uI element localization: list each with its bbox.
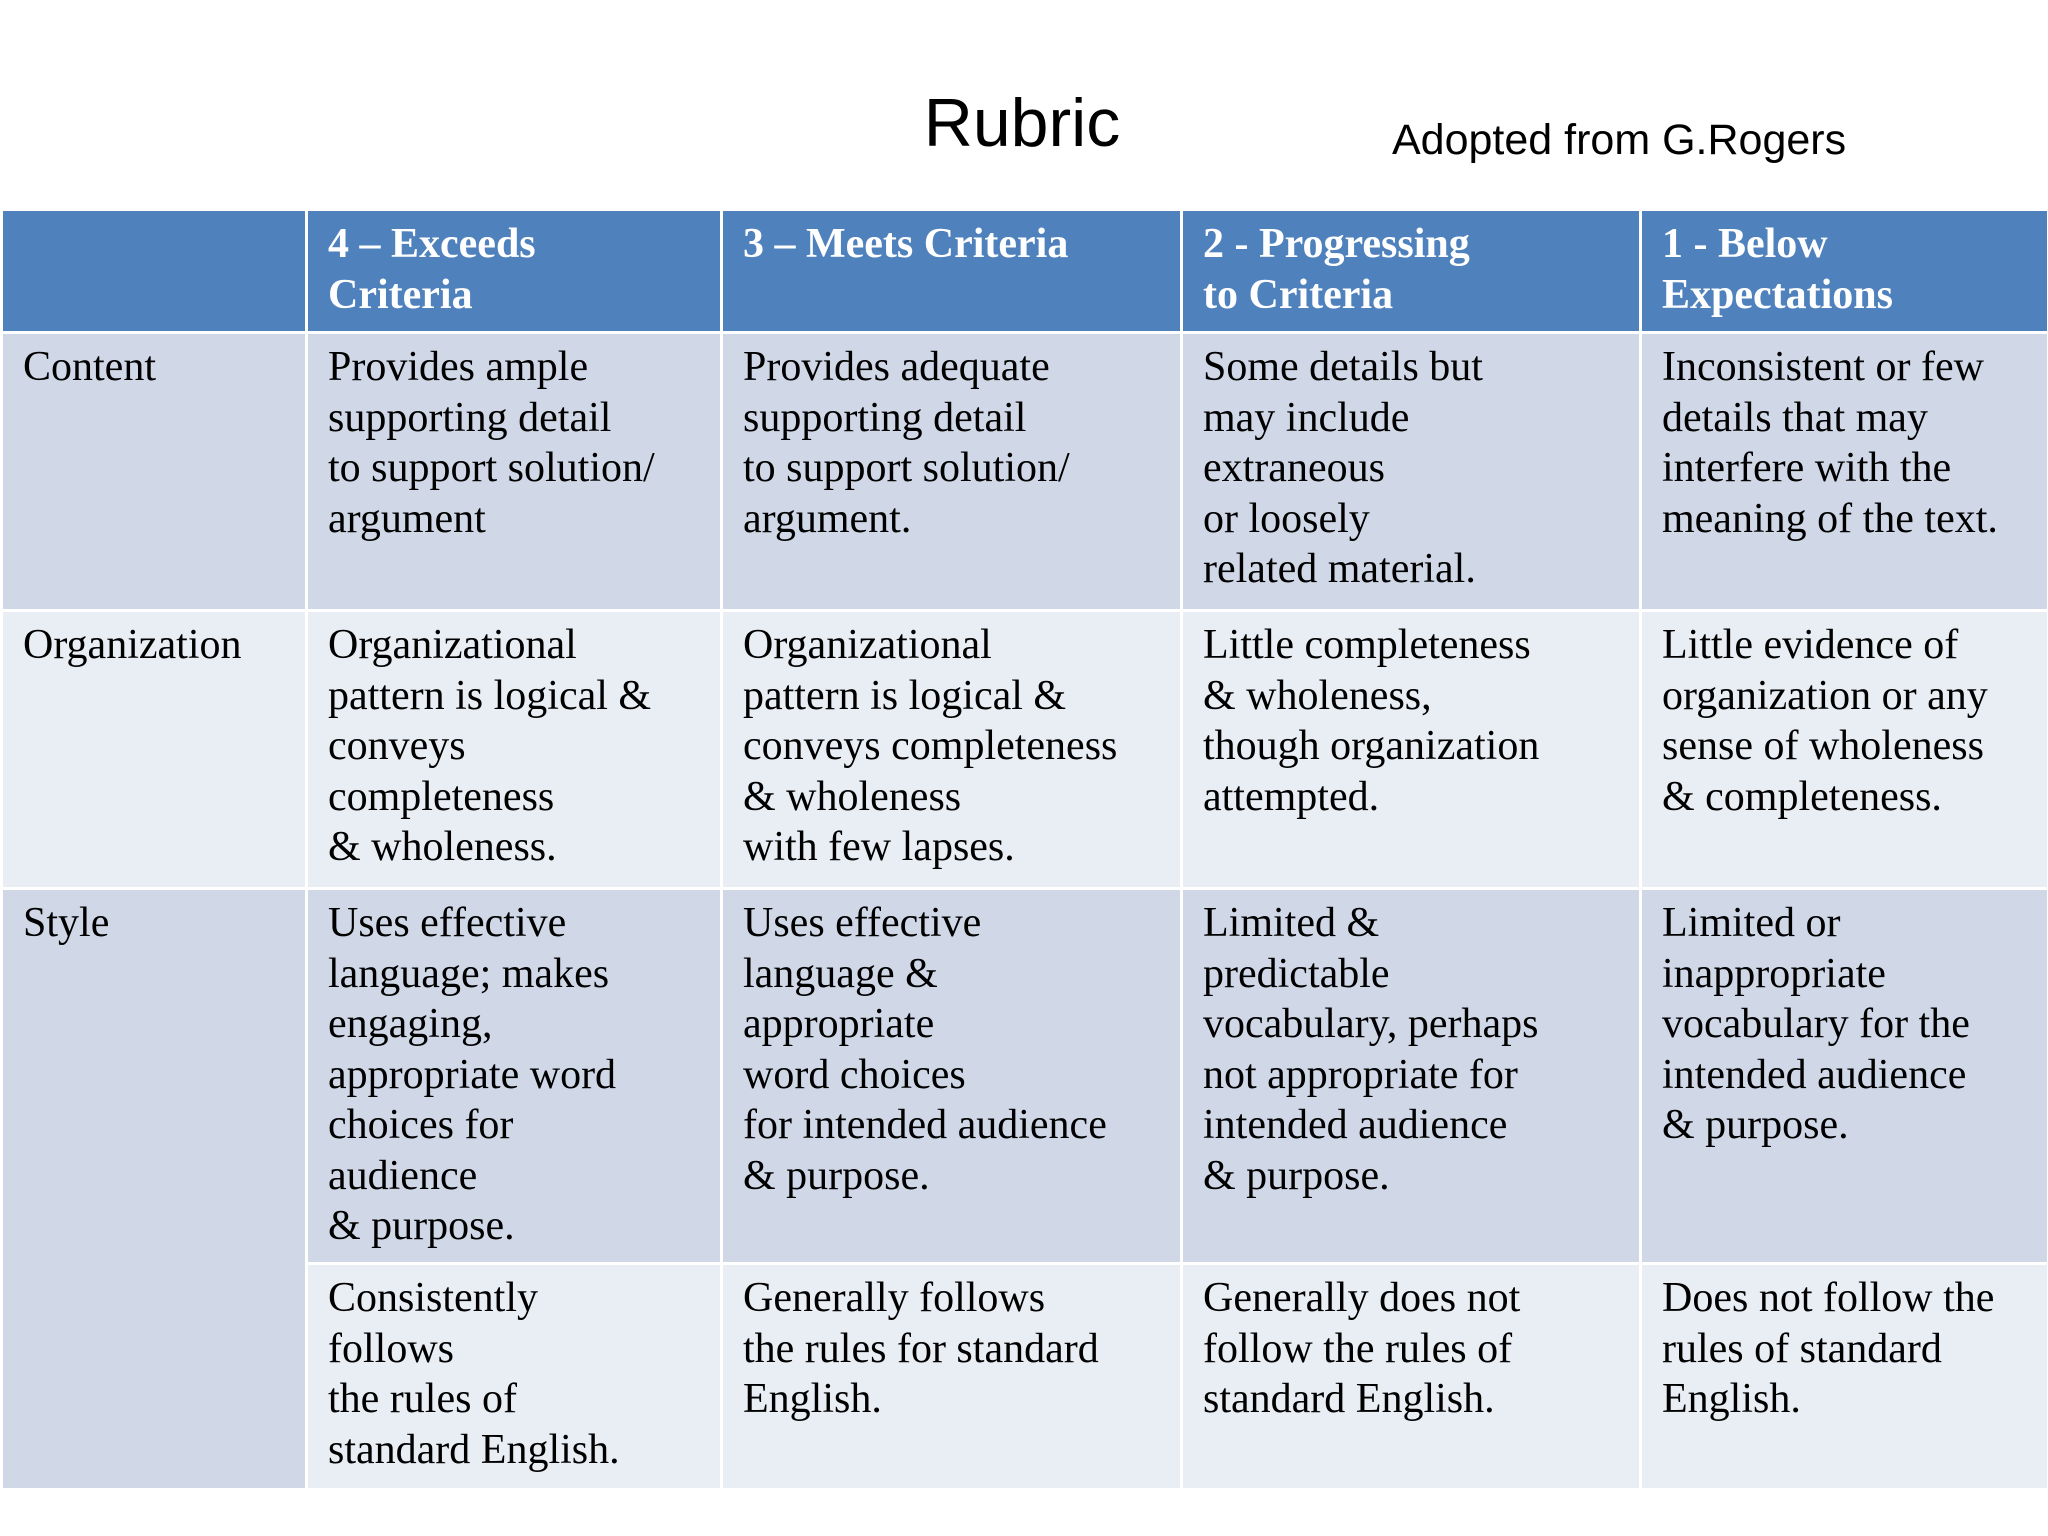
row-label-style: Style	[2, 889, 307, 1490]
table-cell: Limited or inappropriate vocabulary for the intended audience & purpose.	[1641, 889, 2048, 1264]
rubric-table	[0, 208, 2048, 1491]
header-row	[2, 210, 2048, 333]
table-cell: Generally follows the rules for standard English.	[722, 1264, 1182, 1490]
page-title: Rubric	[923, 85, 1121, 161]
table-cell: Inconsistent or few details that may interfere with the meaning of the text.	[1641, 333, 2048, 611]
row-label-organization: Organization	[2, 611, 307, 889]
table-row-organization	[2, 611, 2048, 889]
attribution-text: Adopted from G.Rogers	[1392, 116, 1847, 164]
table-cell: Little completeness & wholeness, though organization attempted.	[1182, 611, 1641, 889]
corner-cell	[2, 210, 307, 333]
table-cell: Consistently follows the rules of standard English.	[307, 1264, 722, 1490]
table-cell: Uses effective language & appropriate word choices for intended audience & purpose.	[722, 889, 1182, 1264]
table-cell: Provides adequate supporting detail to support solution/ argument.	[722, 333, 1182, 611]
table-row-style-conventions	[2, 1264, 2048, 1490]
table-cell: Little evidence of organization or any sense of wholeness & completeness.	[1641, 611, 2048, 889]
table-row-content	[2, 333, 2048, 611]
table-cell: Organizational pattern is logical & conveys completeness & wholeness.	[307, 611, 722, 889]
column-header-exceeds: 4 – Exceeds Criteria	[307, 210, 722, 333]
table-cell: Organizational pattern is logical & conveys completeness & wholeness with few lapses.	[722, 611, 1182, 889]
table-cell: Uses effective language; makes engaging, appropriate word choices for audience & purpose.	[307, 889, 722, 1264]
table-cell: Some details but may include extraneous or loosely related material.	[1182, 333, 1641, 611]
row-label-content: Content	[2, 333, 307, 611]
column-header-progressing: 2 - Progressing to Criteria	[1182, 210, 1641, 333]
table-cell: Generally does not follow the rules of standard English.	[1182, 1264, 1641, 1490]
table-cell: Does not follow the rules of standard English.	[1641, 1264, 2048, 1490]
column-header-below: 1 - Below Expectations	[1641, 210, 2048, 333]
table-row-style-vocabulary	[2, 889, 2048, 1264]
table-cell: Limited & predictable vocabulary, perhaps not appropriate for intended audience & purpose.	[1182, 889, 1641, 1264]
column-header-meets: 3 – Meets Criteria	[722, 210, 1182, 333]
table-cell: Provides ample supporting detail to support solution/ argument	[307, 333, 722, 611]
